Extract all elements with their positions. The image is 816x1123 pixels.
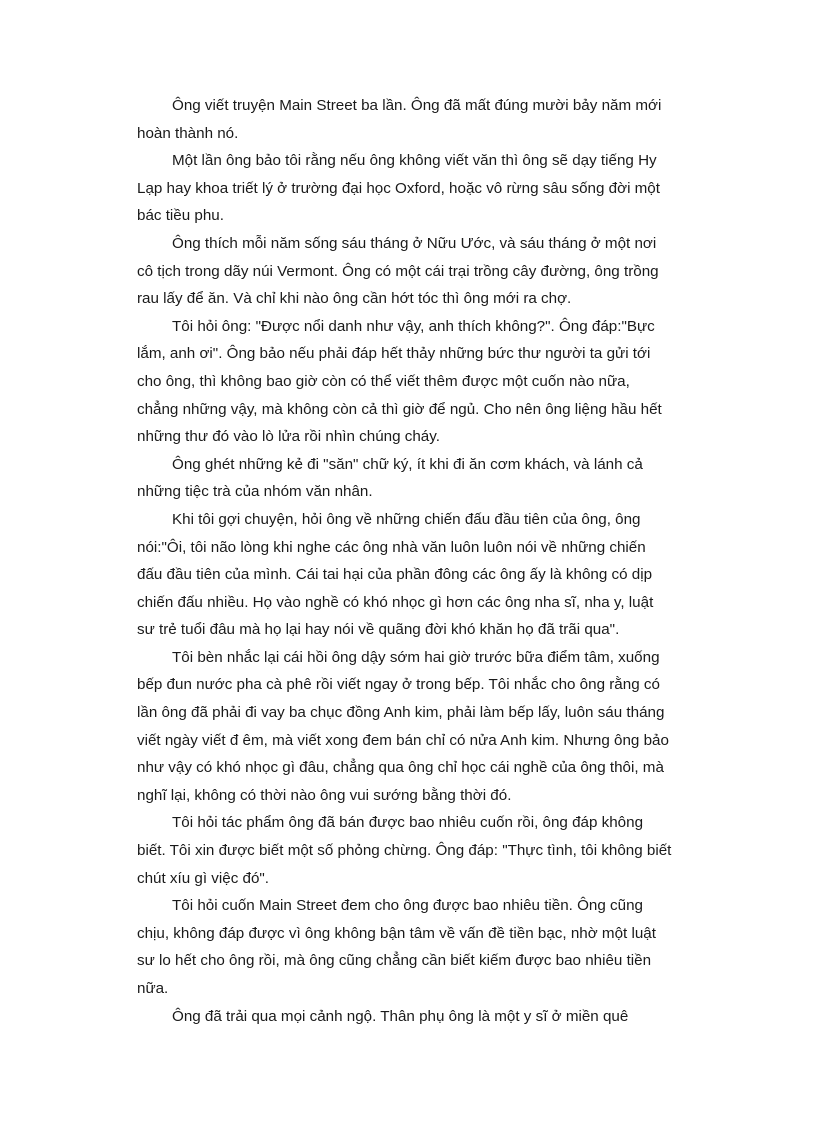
paragraph-7: Tôi bèn nhắc lại cái hồi ông dậy sớm hai giờ trước bữa điểm tâm, xuống bếp đun nước pha cà phê rồi viết ngay ở trong bếp. Tôi nhắc cho ông rằng có lần ông đã phải đi vay ba chục đồng Anh kim, phải làm bếp lấy, luôn sáu tháng viết ngày viết đ êm, mà viết xong đem bán chỉ có nửa Anh kim. Nhưng ông bảo như vậy có khó nhọc gì đâu, chẳng qua ông chỉ học cái nghề của ông thôi, mà nghĩ lại, không có thời nào ông vui sướng bằng thời đó. — [137, 648, 669, 804]
paragraph-10: Ông đã trải qua mọi cảnh ngộ. Thân phụ ông là một y sĩ ở miền quê — [172, 1007, 629, 1025]
paragraph-4: Tôi hỏi ông: "Được nổi danh như vậy, anh thích không?". Ông đáp:"Bực lắm, anh ơi". Ông bảo nếu phải đáp hết thảy những bức thư người ta gửi tới cho ông, thì không bao giờ còn có thể viết thêm được một cuốn nào nữa, chẳng những vậy, mà không còn cả thì giờ để ngủ. Cho nên ông liệng hầu hết những thư đó vào lò lửa rồi nhìn chúng cháy. — [137, 317, 662, 446]
paragraph-2: Một lần ông bảo tôi rằng nếu ông không viết văn thì ông sẽ dạy tiếng Hy Lạp hay khoa triết lý ở trường đại học Oxford, hoặc vô rừng sâu sống đời một bác tiều phu. — [137, 152, 660, 225]
paragraph-6: Khi tôi gợi chuyện, hỏi ông về những chiến đấu đầu tiên của ông, ông nói:"Ôi, tôi não lòng khi nghe các ông nhà văn luôn luôn nói về những chiến đấu đầu tiên của mình. Cái tai hại của phần đông các ông ấy là không có dịp chiến đấu nhiều. Họ vào nghề có khó nhọc gì hơn các ông nha sĩ, nha y, luật sư trẻ tuổi đâu mà họ lại hay nói về quãng đời khó khăn họ đã trãi qua". — [137, 510, 654, 639]
paragraph-3: Ông thích mỗi năm sống sáu tháng ở Nữu Ước, và sáu tháng ở một nơi cô tịch trong dãy núi Vermont. Ông có một cái trại trồng cây đường, ông trồng rau lấy để ăn. Và chỉ khi nào ông cần hớt tóc thì ông mới ra chợ. — [137, 234, 659, 308]
paragraph-9: Tôi hỏi cuốn Main Street đem cho ông được bao nhiêu tiền. Ông cũng chịu, không đáp được vì ông không bận tâm về vấn đề tiền bạc, nhờ một luật sư lo hết cho ông rồi, mà ông cũng chẳng cần biết kiếm được bao nhiêu tiền nữa. — [137, 897, 656, 997]
paragraph-8: Tôi hỏi tác phẩm ông đã bán được bao nhiêu cuốn rồi, ông đáp không biết. Tôi xin được biết một số phỏng chừng. Ông đáp: "Thực tình, tôi không biết chút xíu gì việc đó". — [137, 814, 672, 887]
document-body — [137, 92, 672, 1030]
paragraph-1: Ông viết truyện Main Street ba lần. Ông đã mất đúng mười bảy năm mới hoàn thành nó. — [137, 97, 662, 142]
paragraph-5: Ông ghét những kẻ đi "săn" chữ ký, ít khi đi ăn cơm khách, và lánh cả những tiệc trà của nhóm văn nhân. — [137, 455, 643, 501]
